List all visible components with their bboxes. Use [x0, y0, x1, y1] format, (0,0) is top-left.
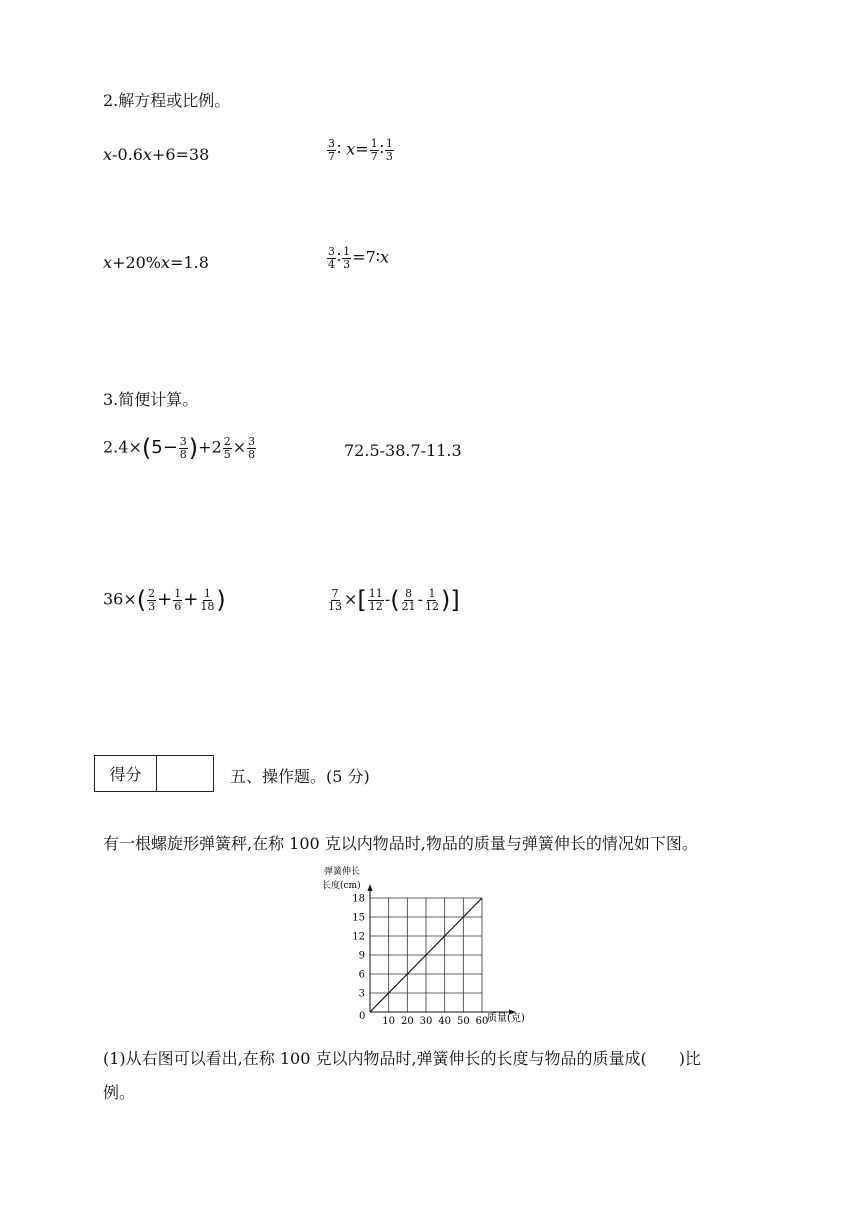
y-tick-label: 15 — [352, 912, 365, 924]
eq-text: -0.6 — [112, 145, 143, 164]
right-paren: ) — [440, 586, 451, 615]
y-axis-label-line1: 弹簧伸长 — [324, 867, 361, 877]
x-tick-label: 20 — [400, 1016, 414, 1027]
equation-4 — [326, 246, 389, 270]
y-axis-arrow — [368, 884, 373, 891]
question-1-line2: 例。 — [103, 1083, 136, 1102]
fraction: $\frac{7}{13}$ — [328, 587, 342, 613]
minus-sign: − — [162, 437, 178, 459]
left-bracket: [ — [357, 586, 367, 615]
calculation-2: 72.5-38.7-11.3 — [344, 441, 462, 460]
spring-chart — [318, 862, 548, 1030]
chart-axes — [368, 884, 517, 1015]
equation-1 — [103, 145, 209, 164]
fraction: $\frac{1}{3}$ — [385, 137, 393, 163]
y-tick-label: 18 — [352, 893, 365, 905]
fraction: $\frac{1}{6}$ — [174, 587, 182, 613]
calc-number: 5 — [151, 437, 163, 459]
left-paren: ( — [390, 586, 400, 615]
x-tick-label: 60 — [475, 1016, 489, 1027]
y-tick-label: 3 — [358, 988, 365, 1000]
times-sign: × — [344, 589, 358, 609]
right-paren: ) — [188, 434, 199, 463]
fraction: $\frac{11}{12}$ — [368, 587, 383, 613]
plus-sign: + — [157, 589, 173, 611]
var-x: x — [161, 253, 171, 272]
calc-text: +2 — [198, 437, 222, 457]
y-tick-label: 9 — [358, 950, 365, 962]
y-axis-label-line2: 长度(cm) — [322, 881, 361, 891]
y-tick-label: 6 — [358, 969, 365, 981]
section5-title: 五、操作题。(5 分) — [230, 767, 370, 786]
fraction: $\frac{1}{18}$ — [200, 587, 215, 613]
problem-intro: 有一根螺旋形弹簧秤,在称 100 克以内物品时,物品的质量与弹簧伸长的情况如下图。 — [103, 834, 698, 853]
plus-sign: + — [183, 589, 199, 611]
equation-3 — [103, 253, 209, 272]
x-tick-label: 50 — [456, 1016, 470, 1027]
colon: ∶ — [375, 247, 380, 267]
fraction: $\frac{1}{3}$ — [343, 245, 351, 271]
fraction: $\frac{3}{8}$ — [179, 435, 187, 461]
var-x: x — [346, 139, 356, 159]
x-tick-label: 10 — [382, 1016, 396, 1027]
fraction: $\frac{1}{7}$ — [370, 137, 378, 163]
fraction: $\frac{1}{12}$ — [424, 587, 439, 613]
var-x: x — [142, 145, 152, 164]
left-paren: ( — [141, 434, 152, 463]
minus-sign: - — [417, 589, 423, 609]
equals: = — [355, 139, 369, 159]
fraction: $\frac{8}{21}$ — [401, 587, 416, 613]
equation-2 — [326, 138, 395, 162]
y-tick-label: 12 — [352, 931, 365, 943]
var-x: x — [379, 247, 389, 267]
eq-text: +20% — [112, 253, 161, 272]
score-blank[interactable] — [157, 756, 213, 791]
fraction: $\frac{2}{5}$ — [223, 435, 231, 461]
right-paren: ) — [216, 586, 226, 615]
eq-text: +6=38 — [151, 145, 210, 164]
var-x: x — [103, 253, 113, 272]
score-box — [94, 755, 214, 792]
fraction: $\frac{3}{7}$ — [328, 137, 335, 163]
colon: ∶ — [379, 139, 384, 159]
calc-text: 2.4× — [103, 437, 142, 457]
calculation-4 — [326, 586, 460, 615]
score-label: 得分 — [95, 756, 157, 791]
x-tick-label: 40 — [438, 1016, 452, 1027]
var-x: x — [103, 145, 113, 164]
colon: ∶ — [337, 247, 342, 267]
eq-text: =1.8 — [170, 253, 209, 272]
colon: ∶ — [337, 139, 342, 159]
times-sign: × — [232, 437, 247, 457]
calculation-3 — [103, 586, 226, 615]
fraction: $\frac{2}{3}$ — [148, 587, 156, 613]
calc-text: 36× — [103, 589, 137, 609]
minus-sign: - — [384, 589, 391, 609]
question-1-line1: (1)从右图可以看出,在称 100 克以内物品时,弹簧伸长的长度与物品的质量成( )比 — [103, 1049, 702, 1068]
calculation-1 — [103, 434, 257, 463]
fraction: $\frac{3}{4}$ — [328, 245, 335, 271]
right-bracket: ] — [450, 586, 460, 615]
section3-title: 3.简便计算。 — [103, 390, 199, 409]
left-paren: ( — [136, 586, 147, 615]
x-axis-label: 质量(克) — [487, 1013, 525, 1024]
origin-label: 0 — [359, 1011, 366, 1022]
fraction: $\frac{3}{8}$ — [248, 435, 256, 461]
eq-text: =7 — [352, 247, 376, 267]
section2-title: 2.解方程或比例。 — [103, 91, 231, 110]
x-tick-label: 30 — [419, 1016, 433, 1027]
